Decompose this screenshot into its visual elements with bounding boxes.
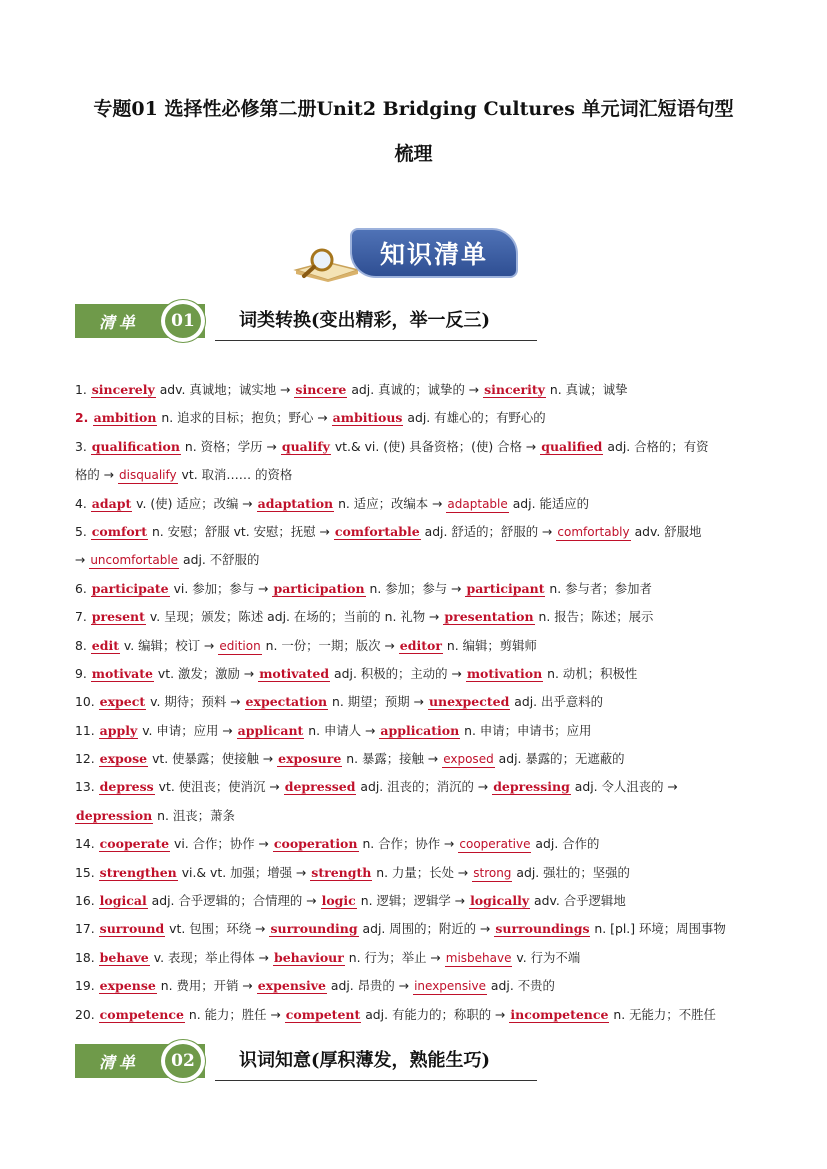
answer-word: misbehave [445,950,512,965]
entry-line [75,944,755,972]
definition-text: adj. 不舒服的 [179,552,260,568]
definition-text: vt. 激发；激励 → [153,665,259,681]
entry-line [75,575,755,603]
definition-text: vi. 合作；协作 → [170,836,273,852]
answer-word: comfortably [557,524,630,539]
definition-text: v. 表现；举止得体 → [149,949,273,965]
section-underline [215,340,537,341]
definition-text: n. 期望；预期 → [328,694,428,710]
answer-word: qualify [281,438,330,454]
answer-word: adapt [91,495,132,511]
answer-word: ambition [93,410,157,426]
entry-number: 16. [75,893,99,909]
definition-text: adj. 合乎逻辑的；合情理的 → [147,893,321,909]
answer-word: motivation [466,665,543,681]
definition-text: adj. 昂贵的 → [326,978,414,994]
entry-number: 4. [75,495,91,511]
answer-word: expose [99,751,148,767]
definition-text: n. 无能力；不胜任 [609,1006,716,1022]
answer-word: surroundings [495,921,590,937]
entry-line [75,404,755,432]
entry-line [75,717,755,745]
answer-word: participate [91,580,169,596]
answer-word: cooperate [99,836,170,852]
definition-text: v. 行为不端 [512,949,581,965]
definition-text: n. 能力；胜任 → [184,1006,285,1022]
definition-text: n. 追求的目标；抱负；野心 → [157,410,332,426]
entry-number: 20. [75,1006,99,1022]
entry-line [75,1001,755,1029]
answer-word: exposed [443,752,494,767]
answer-word: depression [76,807,153,823]
entry-number: 14. [75,836,99,852]
page-title-line2: 梳理 [394,143,433,165]
answer-word: expect [99,694,146,710]
answer-word: logical [99,893,147,909]
vocabulary-list [75,376,755,1029]
answer-word: expectation [245,694,328,710]
definition-text: adj. 令人沮丧的 → [570,779,678,795]
section-number: 02 [171,1051,195,1071]
definition-text: v. 申请；应用 → [138,722,237,738]
entry-number: 10. [75,694,99,710]
answer-word: ambitious [332,410,403,426]
entry-number: 8. [75,637,91,653]
entry-number: 1. [75,382,91,397]
definition-text: adj. 强壮的；坚强的 [512,864,630,880]
answer-word: adaptable [447,496,508,511]
answer-word: present [91,609,145,625]
answer-word: comfortable [334,523,420,539]
entry-line [75,461,755,489]
answer-word: sincere [295,382,347,397]
entry-line [75,887,755,915]
answer-word: uncomfortable [90,553,179,568]
answer-word: expense [99,978,156,994]
entry-line [75,859,755,887]
definition-text: adj. 合格的；有资 [603,438,709,454]
definition-text: adj. 真诚的；诚挚的 → [347,382,484,397]
definition-text: adj. 沮丧的；消沉的 → [356,779,493,795]
entry-line [75,773,755,801]
answer-word: edition [219,638,261,653]
answer-word: incompetence [510,1006,609,1022]
answer-word: motivate [91,665,153,681]
entry-number: 7. [75,609,91,625]
page-title: 专题01 选择性必修第二册Unit2 Bridging Cultures 单元词汇短语句型 [93,98,734,120]
definition-text: → [75,552,90,568]
definition-text: 格的 → [75,467,119,483]
definition-text: n. 编辑；剪辑师 [442,637,537,653]
entry-number: 19. [75,978,99,994]
section-tag-text: 清单 [99,1052,140,1072]
section-number-badge [161,300,205,342]
entry-number: 5. [75,523,91,539]
section-number: 01 [171,311,195,331]
answer-word: logic [321,893,356,909]
definition-text: n. 暴露；接触 → [342,751,443,767]
entry-line [75,660,755,688]
definition-text: v. 呈现；颁发；陈述 adj. 在场的；当前的 n. 礼物 → [145,609,444,625]
definition-text: adj. 有雄心的；有野心的 [403,410,546,426]
answer-word: unexpected [428,694,510,710]
answer-word: application [380,722,460,738]
definition-text: n. 报告；陈述；展示 [534,609,654,625]
definition-text: n. 申请人 → [304,722,380,738]
answer-word: inexpensive [414,979,486,994]
answer-word: strengthen [99,864,177,880]
banner-text: 知识清单 [379,240,488,269]
definition-text: adv. 舒服地 [630,523,702,539]
entry-line [75,745,755,773]
entry-line [75,688,755,716]
section-tag-text: 清单 [99,312,140,332]
definition-text: n. 适应；改编本 → [334,495,447,511]
definition-text: vt. 取消…… 的资格 [177,467,293,483]
definition-text: adj. 暴露的；无遮蔽的 [494,751,625,767]
definition-text: v. (使) 适应；改编 → [132,495,257,511]
answer-word: qualification [91,438,180,454]
answer-word: surround [99,921,165,937]
definition-text: vi. 参加；参与 → [169,580,273,596]
answer-word: competence [99,1006,184,1022]
answer-word: motivated [259,665,330,681]
definition-text: adj. 舒适的；舒服的 → [420,523,557,539]
definition-text: adj. 出乎意料的 [510,694,603,710]
answer-word: strong [473,865,512,880]
definition-text: adj. 合作的 [531,836,600,852]
entry-number: 15. [75,864,99,880]
definition-text: vt.& vi. (使) 具备资格；(使) 合格 → [330,438,541,454]
entry-number: 6. [75,580,91,596]
entry-number: 9. [75,665,91,681]
entry-line [75,802,755,830]
section-title: 词类转换(变出精彩，举一反三) [239,310,491,331]
answer-word: logically [470,893,530,909]
definition-text: n. 逻辑；逻辑学 → [356,893,470,909]
answer-word: expensive [257,978,326,994]
definition-text: adj. 能适应的 [508,495,590,511]
answer-word: depress [99,779,154,795]
answer-word: strength [311,864,372,880]
entry-line [75,603,755,631]
definition-text: v. 编辑；校订 → [119,637,219,653]
answer-word: apply [99,722,138,738]
entry-line [75,433,755,461]
section-number-badge [161,1040,205,1082]
definition-text: adj. 有能力的；称职的 → [361,1006,510,1022]
answer-word: behave [99,949,149,965]
definition-text: adj. 积极的；主动的 → [330,665,466,681]
entry-number: 11. [75,722,99,738]
definition-text: v. 期待；预料 → [146,694,245,710]
answer-word: surrounding [270,921,358,937]
answer-word: cooperative [459,837,531,852]
answer-word: sincerity [484,382,545,397]
entry-number: 17. [75,921,99,937]
answer-word: depressed [284,779,356,795]
knowledge-banner [288,222,528,290]
answer-word: sincerely [91,382,155,397]
definition-text: n. 合作；协作 → [358,836,459,852]
answer-word: adaptation [257,495,334,511]
definition-text: adv. 合乎逻辑地 [530,893,626,909]
answer-word: edit [91,637,119,653]
entry-line [75,376,755,404]
answer-word: exposure [278,751,342,767]
definition-text: n. 安慰；舒服 vt. 安慰；抚慰 → [148,523,334,539]
answer-word: cooperation [273,836,358,852]
entry-line [75,830,755,858]
banner-plate [350,228,518,278]
answer-word: behaviour [273,949,344,965]
definition-text: n. 参与者；参加者 [545,580,652,596]
entry-line [75,632,755,660]
entry-line [75,518,755,546]
section-underline [215,1080,537,1081]
definition-text: n. 一份；一期；版次 → [261,637,399,653]
section-title: 识词知意(厚积薄发，熟能生巧) [239,1050,491,1071]
answer-word: applicant [237,722,304,738]
entry-number: 3. [75,438,91,454]
answer-word: participant [466,580,545,596]
definition-text: n. 真诚；诚挚 [545,382,628,397]
entry-number: 18. [75,949,99,965]
definition-text: adj. 周围的；附近的 → [358,921,495,937]
definition-text: vi.& vt. 加强；增强 → [177,864,311,880]
definition-text: n. 力量；长处 → [372,864,473,880]
definition-text: vt. 使暴露；使接触 → [148,751,278,767]
definition-text: n. 资格；学历 → [180,438,281,454]
definition-text: n. 沮丧；萧条 [153,807,235,823]
answer-word: depressing [493,779,570,795]
definition-text: n. 行为；举止 → [344,949,445,965]
entry-number: 13. [75,779,99,795]
definition-text: adv. 真诚地；诚实地 → [155,382,295,397]
entry-line [75,490,755,518]
definition-text: vt. 使沮丧；使消沉 → [154,779,284,795]
entry-line [75,546,755,574]
entry-line [75,972,755,1000]
entry-line [75,915,755,943]
answer-word: editor [399,637,442,653]
definition-text: n. 申请；申请书；应用 [460,722,592,738]
entry-number: 12. [75,751,99,767]
definition-text: n. 费用；开销 → [156,978,257,994]
definition-text: n. 参加；参与 → [365,580,466,596]
section-header-02 [75,1040,545,1084]
answer-word: participation [273,580,365,596]
definition-text: adj. 不贵的 [486,978,555,994]
section-header-01 [75,300,545,344]
definition-text: n. 动机；积极性 [543,665,638,681]
answer-word: presentation [444,609,534,625]
answer-word: comfort [91,523,148,539]
definition-text: n. [pl.] 环境；周围事物 [590,921,726,937]
answer-word: competent [285,1006,361,1022]
answer-word: qualified [541,438,603,454]
definition-text: vt. 包围；环绕 → [165,921,270,937]
answer-word: disqualify [119,468,177,483]
entry-number: 2. [75,410,93,426]
